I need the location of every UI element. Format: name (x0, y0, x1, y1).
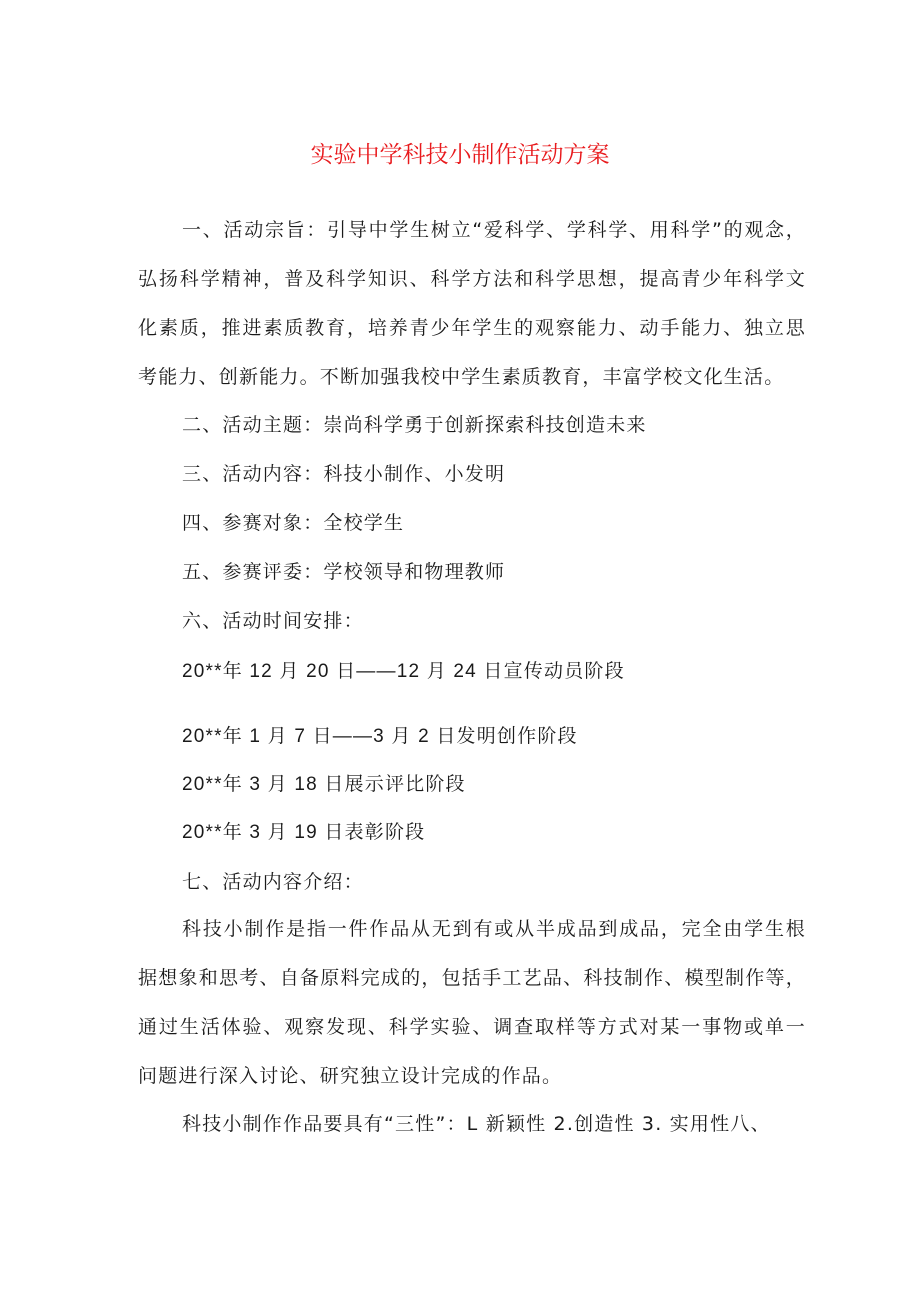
document-title: 实验中学科技小制作活动方案 (310, 142, 610, 168)
purpose-paragraph-line-1: 一、活动宗旨：引导中学生树立“爱科学、学科学、用科学”的观念， (182, 219, 806, 241)
intro-paragraph-line-3: 通过生活体验、观察发现、科学实验、调查取样等方式对某一事物或单一 (138, 1016, 806, 1038)
schedule-heading: 六、活动时间安排： (182, 610, 364, 632)
requirements-line: 科技小制作作品要具有“三性”：L 新颖性 2.创造性 3. 实用性八、 (182, 1113, 771, 1135)
theme-line: 二、活动主题：崇尚科学勇于创新探索科技创造未来 (182, 414, 647, 436)
intro-paragraph-line-1: 科技小制作是指一件作品从无到有或从半成品到成品，完全由学生根 (182, 918, 806, 940)
schedule-item-4: 20**年 3 月 19 日表彰阶段 (182, 822, 426, 843)
judges-line: 五、参赛评委：学校领导和物理教师 (182, 561, 506, 583)
content-line: 三、活动内容：科技小制作、小发明 (182, 463, 506, 485)
purpose-paragraph-line-2: 弘扬科学精神，普及科学知识、科学方法和科学思想，提高青少年科学文 (138, 268, 806, 290)
intro-heading: 七、活动内容介绍： (182, 871, 364, 893)
intro-paragraph-line-2: 据想象和思考、自备原料完成的，包括手工艺品、科技制作、模型制作等， (138, 967, 806, 989)
schedule-item-3: 20**年 3 月 18 日展示评比阶段 (182, 774, 466, 795)
schedule-item-1: 20**年 12 月 20 日——12 月 24 日宣传动员阶段 (182, 661, 625, 682)
schedule-item-2: 20**年 1 月 7 日——3 月 2 日发明创作阶段 (182, 726, 578, 747)
purpose-paragraph-line-3: 化素质，推进素质教育，培养青少年学生的观察能力、动手能力、独立思 (138, 317, 806, 339)
purpose-paragraph-line-4: 考能力、创新能力。不断加强我校中学生素质教育，丰富学校文化生活。 (138, 366, 785, 388)
participants-line: 四、参赛对象：全校学生 (182, 512, 405, 534)
intro-paragraph-line-4: 问题进行深入讨论、研究独立设计完成的作品。 (138, 1065, 563, 1087)
